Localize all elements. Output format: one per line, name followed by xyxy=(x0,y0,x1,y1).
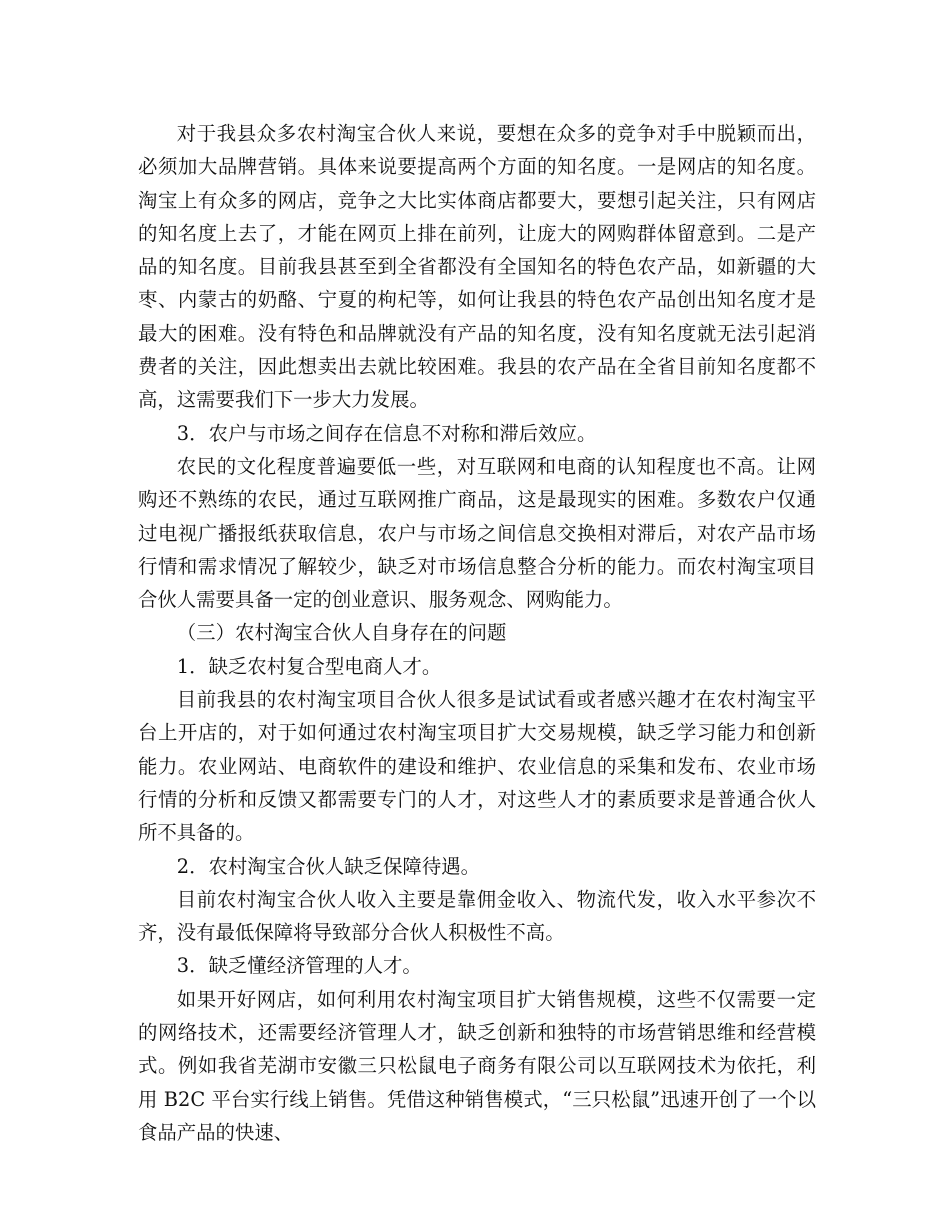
subheading-lack-management: 3．缺乏懂经济管理的人才。 xyxy=(176,954,422,978)
paragraph-brand-marketing: 对于我县众多农村淘宝合伙人来说，要想在众多的竞争对手中脱颖而出，必须加大品牌营销。具体来说要提高两个方面的知名度。一是网店的知名度。淘宝上有众多的网店，竞争之大比实体商店都要大，要想引起关注，只有网店的知名度上去了，才能在网页上排在前列，让庞大的网购群体留意到。二是产品的知名度。目前我县甚至到全省都没有全国知名的特色农产品，如新疆的大枣、内蒙古的奶酪、宁夏的枸杞等，如何让我县的特色农产品创出知名度才是最大的困难。没有特色和品牌就没有产品的知名度，没有知名度就无法引起消费者的关注，因此想卖出去就比较困难。我县的农产品在全省目前知名度都不高，这需要我们下一步大力发展。 xyxy=(138,122,816,412)
subheading-info-asymmetry: 3．农户与市场之间存在信息不对称和滞后效应。 xyxy=(176,421,597,445)
paragraph-partner-income: 目前农村淘宝合伙人收入主要是靠佣金收入、物流代发，收入水平参次不齐，没有最低保障将导致部分合伙人积极性不高。 xyxy=(138,887,816,945)
section-heading-partner-issues: （三）农村淘宝合伙人自身存在的问题 xyxy=(176,621,507,645)
document-body xyxy=(138,117,816,1149)
subheading-lack-security: 2．农村淘宝合伙人缺乏保障待遇。 xyxy=(176,854,480,878)
paragraph-farmer-education: 农民的文化程度普遍要低一些，对互联网和电商的认知程度也不高。让网购还不熟练的农民，通过互联网推广商品，这是最现实的困难。多数农户仅通过电视广播报纸获取信息，农户与市场之间信息交换相对滞后，对农产品市场行情和需求情况了解较少，缺乏对市场信息整合分析的能力。而农村淘宝项目合伙人需要具备一定的创业意识、服务观念、网购能力。 xyxy=(138,454,816,612)
subheading-lack-talent: 1．缺乏农村复合型电商人才。 xyxy=(176,654,442,678)
paragraph-partner-skills: 目前我县的农村淘宝项目合伙人很多是试试看或者感兴趣才在农村淘宝平台上开店的，对于如何通过农村淘宝项目扩大交易规模，缺乏学习能力和创新能力。农业网站、电商软件的建设和维护、农业信息的采集和发布、农业市场行情的分析和反馈又都需要专门的人才，对这些人才的素质要求是普通合伙人所不具备的。 xyxy=(138,688,816,845)
paragraph-management-example: 如果开好网店，如何利用农村淘宝项目扩大销售规模，这些不仅需要一定的网络技术，还需要经济管理人才，缺乏创新和独特的市场营销思维和经营模式。例如我省芜湖市安徽三只松鼠电子商务有限公司以互联网技术为依托，利用 B2C 平台实行线上销售。凭借这种销售模式，“三只松鼠”迅速开创了一个以食品产品的快速、 xyxy=(138,987,816,1144)
